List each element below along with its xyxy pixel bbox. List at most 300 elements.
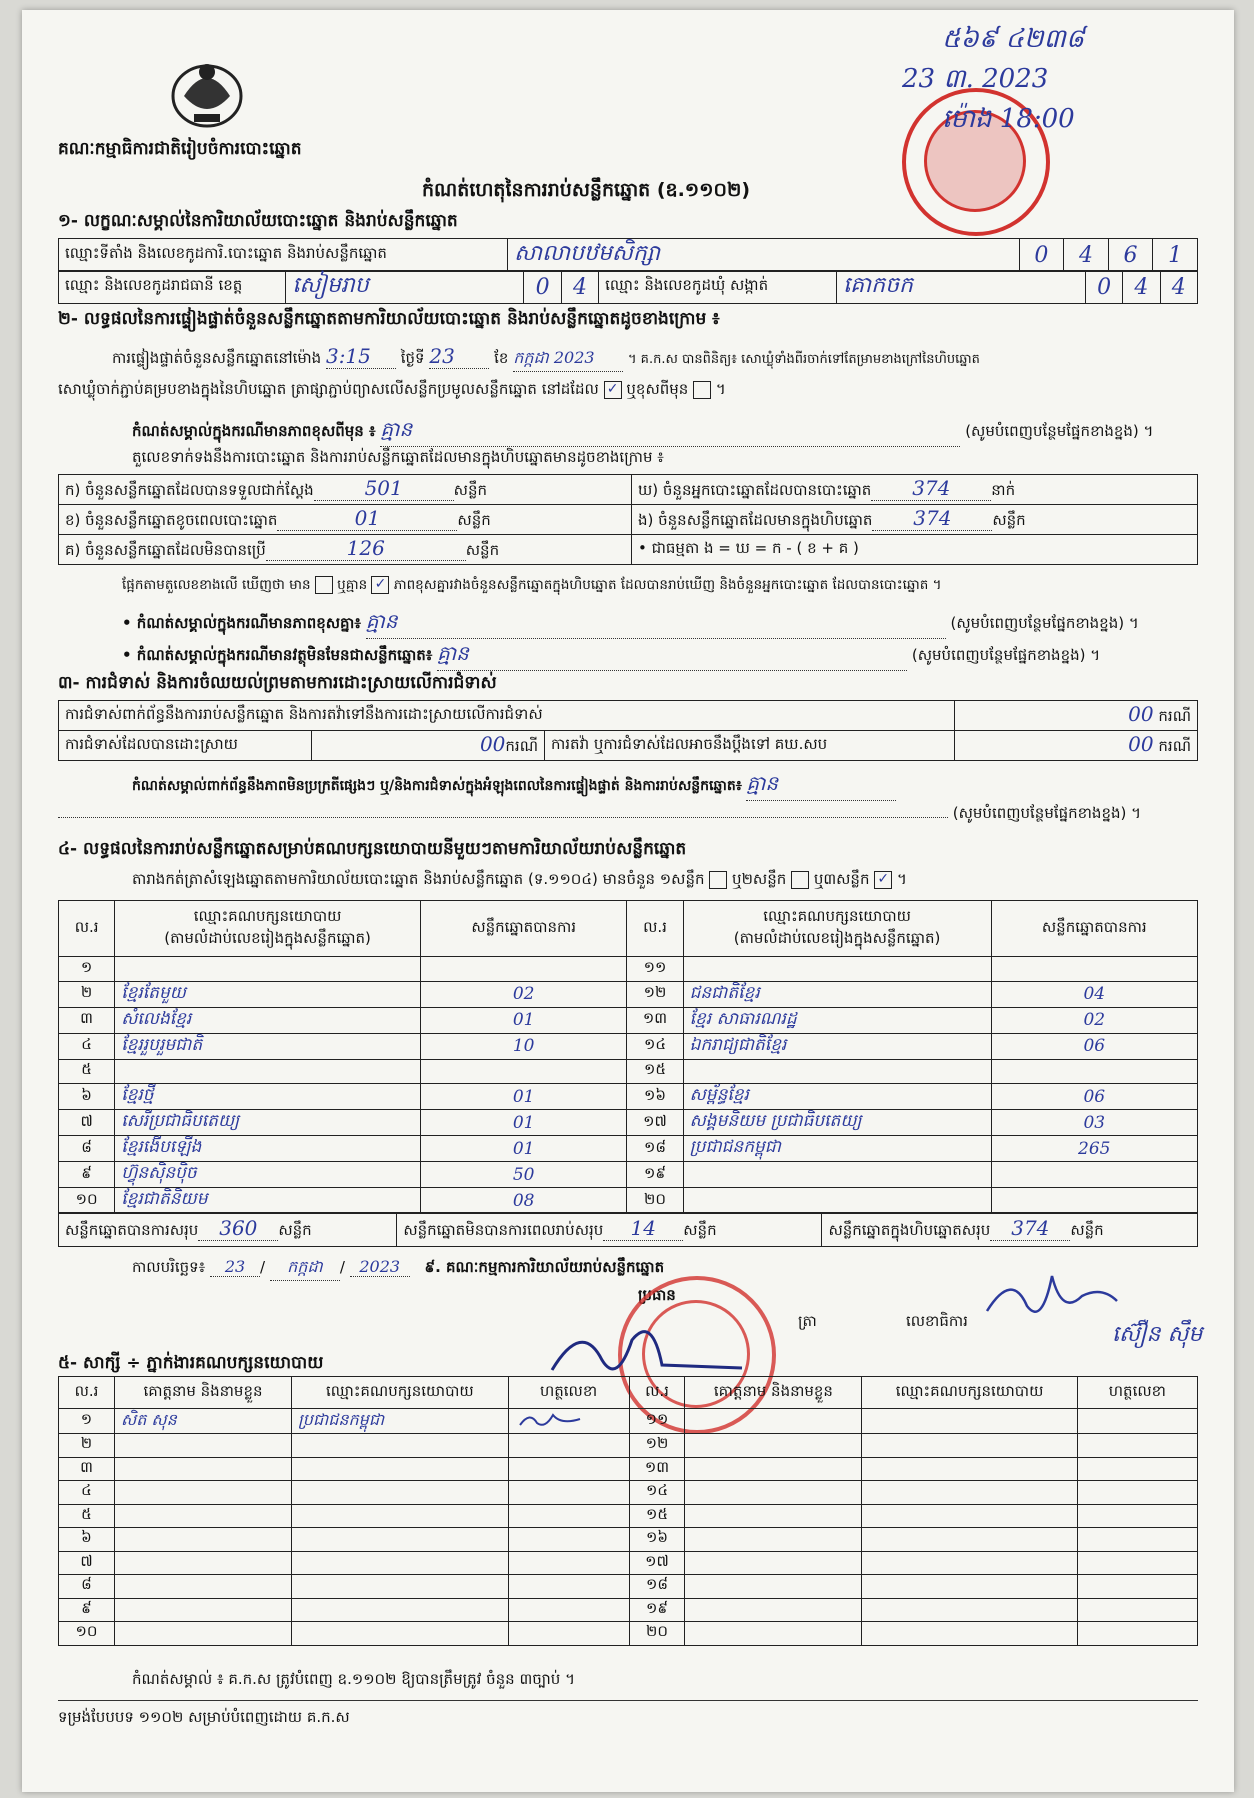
s3-row1-label: ការជំទាស់ពាក់ព័ន្ធនឹងការរាប់សន្លឹកឆ្នោត និងការតវ៉ាទៅនឹងការដោះស្រាយលើការជំទាស់ [59, 701, 955, 731]
s4-intro-d: ។ [897, 870, 907, 888]
s4-row-no: ២ [59, 981, 115, 1007]
s2-row-b-label: ខ) ចំនួនសន្លឹកឆ្នោតខូចពេលបោះឆ្នោត [65, 511, 278, 529]
two-sheets-checkbox[interactable] [791, 871, 809, 889]
table-row [59, 1059, 1198, 1084]
s4-row-party: សំលេងខ្មែរ [115, 1007, 421, 1033]
s3-note-label: កំណត់សម្គាល់ពាក់ព័ន្ធនឹងភាពមិនប្រក្រតីផ្សេងៗ ឬ/និងការជំទាស់ក្នុងអំឡុងពេលនៃការផ្ទៀងផ្ទាត់ និងការរាប់សន្លឹកឆ្នោត៖ [132, 778, 742, 794]
s5-col-party: ឈ្មោះគណបក្សនយោបាយ [292, 1377, 509, 1409]
one-sheet-checkbox[interactable] [709, 871, 727, 889]
s5-row-party [292, 1575, 509, 1599]
s4-row-party: ជនជាតិខ្មែរ [683, 981, 991, 1007]
s5-row-sign [508, 1434, 629, 1458]
table-row [59, 1457, 1198, 1481]
three-sheets-checkbox[interactable]: ✓ [874, 871, 892, 889]
s4-row-no: ៨ [59, 1136, 115, 1162]
s5-row-name [685, 1481, 862, 1505]
stamp-time: ម៉ោង 18:00 [942, 104, 1075, 134]
section4-title: ៤- លទ្ធផលនៃការរាប់សន្លឹកឆ្នោតសម្រាប់គណបក្សនយោបាយនីមួយៗតាមការិយាល័យរាប់សន្លឹកឆ្នោត [58, 839, 687, 859]
s2-row-b-unit: សន្លឹក [457, 511, 491, 529]
s5-row-sign [1077, 1434, 1197, 1458]
s5-row-no: ១៥ [629, 1504, 685, 1528]
witness-signature-icon [515, 1409, 585, 1429]
s4-row-party [683, 1162, 991, 1188]
s5-row-sign [1077, 1598, 1197, 1622]
s5-row-name [685, 1528, 862, 1552]
s4-row-party [683, 1188, 991, 1214]
s2-row-c [59, 535, 632, 565]
s4-row-party: ខ្មែរតែមួយ [115, 981, 421, 1007]
s4-row-votes: 02 [991, 1007, 1197, 1033]
s4-col-votes-r: សន្លឹកឆ្នោតបានការ [991, 901, 1197, 957]
s5-row-party [862, 1504, 1077, 1528]
s5-row-no: ១០ [59, 1622, 115, 1646]
s5-row-sign [1077, 1481, 1197, 1505]
s5-row-party [292, 1504, 509, 1528]
s2-row-e-label: ង) ចំនួនសន្លឹកឆ្នោតដែលមានក្នុងហិបឆ្នោត [638, 511, 873, 529]
s2-note1-value: គ្មាន [380, 416, 960, 447]
s5-row-name [685, 1457, 862, 1481]
s5-row-no: ១៨ [629, 1575, 685, 1599]
org-name: គណៈកម្មាធិការជាតិរៀបចំការបោះឆ្នោត [58, 139, 302, 159]
s5-row-name [114, 1504, 291, 1528]
s4-col-party [115, 901, 421, 957]
s2-note2-label: • កំណត់សម្គាល់ក្នុងករណីមានភាពខុសគ្នា៖ [122, 614, 361, 632]
s5-col-name: គោត្តនាម និងនាមខ្លួន [114, 1377, 291, 1409]
s2-para1-a: ការផ្ទៀងផ្ទាត់ចំនួនសន្លឹកឆ្នោតនៅម៉ោង [112, 349, 322, 367]
s2-row-a-unit: សន្លឹក [453, 481, 487, 499]
s5-row-name [685, 1575, 862, 1599]
s2-para3-c: ភាពខុសគ្នារវាងចំនួនសន្លឹកឆ្នោតក្នុងហិបឆ្នោត ដែលបានរាប់ឃើញ និងចំនួនអ្នកបោះឆ្នោត ដែលបានបោះឆ្នោត ។ [393, 577, 942, 593]
s2-note1-suffix: (សូមបំពេញបន្ថែមផ្នែកខាងខ្នង) ។ [965, 422, 1154, 440]
s5-row-party [862, 1457, 1077, 1481]
s2-row-a [59, 475, 632, 505]
s4-row-party: ខ្មែរ សាធារណរដ្ឋ [683, 1007, 991, 1033]
s4-row-party: ហ៊្វុនស៊ិនប៉ិច [115, 1162, 421, 1188]
s4-row-party: ប្រជាជនកម្ពុជា [683, 1136, 991, 1162]
s5-row-name [685, 1434, 862, 1458]
s4-row-votes: 08 [420, 1188, 626, 1214]
s4-row-votes [991, 1188, 1197, 1214]
s5-row-no: ១៤ [629, 1481, 685, 1505]
s2-row-c-unit: សន្លឹក [465, 541, 500, 559]
s4-row-party [115, 957, 421, 982]
table-row [59, 1409, 1198, 1434]
s5-witness-table [58, 1376, 1198, 1646]
s4-row-votes [991, 1162, 1197, 1188]
s5-row-name [114, 1528, 291, 1552]
s4-results-table [58, 900, 1198, 1214]
s2-note1-label: កំណត់សម្គាល់ក្នុងករណីមានភាពខុសពីមុន ៖ [132, 422, 376, 440]
s4-row-no: ៥ [59, 1059, 115, 1084]
s5-row-name [685, 1551, 862, 1575]
s4-row-votes: 01 [420, 1136, 626, 1162]
s5-row-sign [1077, 1551, 1197, 1575]
s4-total-box-value: 374 [990, 1216, 1070, 1241]
s2-para3-a: ផ្អែកតាមតួលេខខាងលើ ឃើញថា មាន [122, 577, 311, 593]
s4-total-invalid-unit: សន្លឹក [683, 1221, 717, 1239]
s4-row-votes: 265 [991, 1136, 1197, 1162]
s5-row-party [292, 1528, 509, 1552]
s5-row-sign [508, 1457, 629, 1481]
s4-total-valid-label: សន្លឹកឆ្នោតបានការសរុប [65, 1221, 199, 1239]
s5-row-party [862, 1575, 1077, 1599]
s1-row2-label: ឈ្មោះ និងលេខកូដរាជធានី ខេត្ត [59, 271, 286, 304]
s1-row2-label-b: ឈ្មោះ និងលេខកូដឃុំ សង្កាត់ [599, 271, 837, 304]
s3-note-dots [58, 817, 948, 818]
s5-row-name [114, 1575, 291, 1599]
s1-code-digit: 6 [1108, 239, 1153, 272]
s5-row-no: ១ [59, 1409, 115, 1434]
s5-row-no: ១១ [629, 1409, 685, 1434]
s4-secretary-label: លេខាធិការ [906, 1312, 968, 1330]
s4-date-day: 23 [210, 1257, 260, 1277]
s4-row-party: សេរីប្រជាធិបតេយ្យ [115, 1110, 421, 1136]
s4-row-votes: 50 [420, 1162, 626, 1188]
s5-row-no: ១៩ [629, 1598, 685, 1622]
s5-row-no: ៣ [59, 1457, 115, 1481]
s4-row-votes: 03 [991, 1110, 1197, 1136]
s5-row-no: ៤ [59, 1481, 115, 1505]
s5-col-sign: ហត្ថលេខា [508, 1377, 629, 1409]
s4-col-party-r [683, 901, 991, 957]
s4-row-votes: 06 [991, 1033, 1197, 1059]
s2-row-d-value: 374 [871, 476, 991, 501]
s5-row-no: ២ [59, 1434, 115, 1458]
s5-row-sign [508, 1528, 629, 1552]
s4-intro-b: ឬ២សន្លឹក [732, 870, 787, 888]
section1-table-row2 [58, 270, 1198, 304]
s5-row-sign [508, 1575, 629, 1599]
s4-col-party-1: ឈ្មោះគណបក្សនយោបាយ [193, 906, 342, 925]
s2-row-a-value: 501 [314, 476, 454, 501]
s5-row-party [862, 1551, 1077, 1575]
table-row [59, 1504, 1198, 1528]
stamp-number: ៥៦៩ ៤២៣៨ [942, 24, 1085, 54]
s2-row-e-unit: សន្លឹក [992, 511, 1026, 529]
form-title: កំណត់ហេតុនៃការរាប់សន្លឹកឆ្នោត (ឧ.១១០២) [422, 179, 751, 201]
changed-checkbox[interactable] [693, 381, 711, 399]
s5-row-party [862, 1434, 1077, 1458]
s5-row-no: ២០ [629, 1622, 685, 1646]
s4-row-party: ខ្មែរងើបឡើង [115, 1136, 421, 1162]
s5-row-name [685, 1598, 862, 1622]
s5-row-no: ១៣ [629, 1457, 685, 1481]
s4-col-no-r: ល.រ [627, 901, 683, 957]
s5-row-party [292, 1457, 509, 1481]
s3-row1-value: 00 [1128, 702, 1154, 726]
s5-row-sign [1077, 1409, 1197, 1434]
s4-row-party: សង្គមនិយម ប្រជាធិបតេយ្យ [683, 1110, 991, 1136]
table-row [59, 1188, 1198, 1214]
s2-note3-suffix: (សូមបំពេញបន្ថែមផ្នែកខាងខ្នង) ។ [911, 646, 1101, 664]
s4-row-no: ១២ [627, 981, 683, 1007]
s2-para2-a: សោឃ្លុំចាក់ភ្ជាប់គម្របខាងក្នុងនៃហិបឆ្នោត ត្រាផ្សាភ្ជាប់ព្យាសលើសន្លឹកប្រមូលសន្លឹកឆ្នោត នៅដដែល [58, 380, 599, 398]
s4-row-votes: 01 [420, 1007, 626, 1033]
s4-total-invalid [397, 1213, 822, 1247]
s4-date-label: កាលបរិច្ឆេទ៖ [132, 1258, 206, 1276]
s1-code-digit: 4 [561, 271, 598, 304]
s4-total-box-label: សន្លឹកឆ្នោតក្នុងហិបឆ្នោតសរុប [828, 1221, 991, 1239]
unchanged-checkbox[interactable]: ✓ [604, 381, 622, 399]
s4-totals-table [58, 1212, 1198, 1247]
s4-row-no: ៩ [59, 1162, 115, 1188]
table-row [59, 1434, 1198, 1458]
s2-para2-c: ។ [715, 380, 726, 398]
no-difference-checkbox[interactable]: ✓ [371, 576, 389, 594]
s4-row-party [683, 1059, 991, 1084]
s5-row-no: ៦ [59, 1528, 115, 1552]
s2-para1-c: ខែ [494, 349, 509, 367]
s4-total-invalid-value: 14 [603, 1216, 683, 1241]
s5-col-party-r: ឈ្មោះគណបក្សនយោបាយ [862, 1377, 1077, 1409]
s5-row-name [685, 1409, 862, 1434]
s2-row-e-value: 374 [872, 506, 992, 531]
s4-row-no: ១៧ [627, 1110, 683, 1136]
s1-code-digit: 0 [524, 271, 561, 304]
s5-row-sign [508, 1504, 629, 1528]
table-row [59, 1575, 1198, 1599]
s2-day-value: 23 [429, 344, 489, 369]
s5-row-sign [508, 1551, 629, 1575]
has-difference-checkbox[interactable] [315, 576, 333, 594]
section3-table [58, 700, 1198, 761]
s5-row-party [292, 1622, 509, 1646]
section1-title: ១- លក្ខណៈសម្គាល់នៃការិយាល័យបោះឆ្នោត និងរាប់សន្លឹកឆ្នោត [58, 211, 458, 231]
s4-date-line: កាលបរិច្ឆេទ៖ 23 / កក្កដា / 2023 ៩. គណៈកម្មការការិយាល័យរាប់សន្លឹកឆ្នោត [132, 1256, 664, 1281]
s5-col-sign-r: ហត្ថលេខា [1077, 1377, 1197, 1409]
s3-row2-value: 00 [479, 732, 506, 756]
s5-row-name [114, 1598, 291, 1622]
table-row [59, 1007, 1198, 1033]
s4-col-party-2: (តាមលំដាប់លេខរៀងក្នុងសន្លឹកឆ្នោត) [164, 928, 371, 947]
s4-total-valid-value: 360 [198, 1216, 278, 1241]
s4-row-party [115, 1059, 421, 1084]
table-row [59, 1162, 1198, 1188]
s1-row2-value-b: គោកចក [837, 271, 1086, 304]
s2-note1 [132, 416, 1153, 447]
s4-row-votes [991, 1059, 1197, 1084]
s5-row-party [862, 1481, 1077, 1505]
s5-row-party [292, 1434, 509, 1458]
s5-col-name-r: គោត្តនាម និងនាមខ្លួន [685, 1377, 862, 1409]
s4-row-no: ១១ [627, 957, 683, 982]
s5-row-sign [508, 1409, 629, 1434]
s4-date-month: កក្កដា [270, 1256, 340, 1281]
s2-note2 [122, 608, 1139, 639]
section5-title: ៥- សាក្សី ÷ ភ្នាក់ងារគណបក្សនយោបាយ [58, 1353, 324, 1373]
s4-row-no: ១៤ [627, 1033, 683, 1059]
s4-row-no: ១៣ [627, 1007, 683, 1033]
s2-note3-value: គ្មាន [437, 640, 907, 671]
s4-row-votes [420, 1059, 626, 1084]
s5-row-sign [508, 1598, 629, 1622]
s4-row-votes [991, 957, 1197, 982]
s5-row-name [114, 1622, 291, 1646]
s2-row-b-value: 01 [277, 506, 457, 531]
s4-row-party: សម្ព័ន្ធខ្មែរ [683, 1084, 991, 1110]
s4-intro [132, 870, 907, 892]
s4-row-no: ៧ [59, 1110, 115, 1136]
s5-row-sign [508, 1622, 629, 1646]
s5-row-name [114, 1481, 291, 1505]
s1-code-digit: 1 [1153, 239, 1198, 272]
s3-row2-value-b: 00 [1128, 732, 1154, 756]
s2-para1 [112, 344, 1202, 372]
section1-table [58, 238, 1198, 272]
s2-row-c-value: 126 [266, 536, 466, 561]
s5-row-party [862, 1528, 1077, 1552]
s4-row-no: ៣ [59, 1007, 115, 1033]
s5-row-no: ១៦ [629, 1528, 685, 1552]
s4-row-votes [420, 957, 626, 982]
s2-note3-label: • កំណត់សម្គាល់ក្នុងករណីមានវត្ថុមិនមែនជាសន្លឹកឆ្នោត៖ [122, 646, 433, 664]
s2-row-e [632, 505, 1198, 535]
s4-row-party: ឯករាជ្យជាតិខ្មែរ [683, 1033, 991, 1059]
s3-row1-cell [955, 701, 1198, 731]
s3-note [132, 770, 896, 801]
s5-footnote: កំណត់សម្គាល់ ៖ គ.ក.ស ត្រូវបំពេញ ឧ.១១០២ ឱ្យបានត្រឹមត្រូវ ចំនួន ៣ច្បាប់ ។ [132, 1670, 575, 1688]
s4-col-no: ល.រ [59, 901, 115, 957]
s4-date-year: 2023 [350, 1257, 410, 1277]
s4-row-votes: 02 [420, 981, 626, 1007]
s5-row-sign [1077, 1504, 1197, 1528]
table-row [59, 1084, 1198, 1110]
s4-row-party: ខ្មែរថ្មី [115, 1084, 421, 1110]
s1-code-digit: 4 [1064, 239, 1109, 272]
table-row [59, 1598, 1198, 1622]
s2-para3 [122, 576, 942, 596]
s5-col-no: ល.រ [59, 1377, 115, 1409]
s1-code-digit: 0 [1019, 239, 1064, 272]
s4-intro-c: ឬ៣សន្លឹក [813, 870, 870, 888]
s5-row-party: ប្រជាជនកម្ពុជា [292, 1409, 509, 1434]
s5-row-party [862, 1622, 1077, 1646]
table-row [59, 1136, 1198, 1162]
s2-para1-b: ថ្ងៃទី [400, 349, 425, 367]
s5-row-no: ១៧ [629, 1551, 685, 1575]
s4-row-no: ៤ [59, 1033, 115, 1059]
s2-month-value: កក្កដា 2023 [513, 347, 623, 372]
s2-row-d-unit: នាក់ [991, 481, 1016, 499]
s3-row2-cell [312, 731, 545, 761]
s2-para2 [58, 380, 726, 402]
section3-title: ៣- ការជំទាស់ និងការចំឈយល់ព្រមតាមការដោះស្រាយលើការជំទាស់ [58, 673, 497, 693]
s1-row1-label: ឈ្មោះទីតាំង និងលេខកូដការិ.បោះឆ្នោត និងរាប់សន្លឹកឆ្នោត [59, 239, 508, 272]
s4-row-no: ៦ [59, 1084, 115, 1110]
s5-row-sign [508, 1481, 629, 1505]
s5-row-no: ៩ [59, 1598, 115, 1622]
s5-row-party [862, 1409, 1077, 1434]
s4-row-votes: 06 [991, 1084, 1197, 1110]
s4-intro-a: តារាងកត់ត្រាសំឡេងឆ្នោតតាមការិយាល័យបោះឆ្នោត និងរាប់សន្លឹកឆ្នោត (ទ.១១០៤) មានចំនួន ១សន្លឹក [132, 870, 705, 888]
s4-row-no: ១ [59, 957, 115, 982]
table-row [59, 1528, 1198, 1552]
s2-time-value: 3:15 [326, 344, 396, 369]
s5-row-no: ៨ [59, 1575, 115, 1599]
s5-row-party [862, 1598, 1077, 1622]
s4-committee-label: ៩. គណៈកម្មការការិយាល័យរាប់សន្លឹកឆ្នោត [424, 1258, 665, 1276]
s4-col-votes: សន្លឹកឆ្នោតបានការ [420, 901, 626, 957]
s5-row-sign [1077, 1575, 1197, 1599]
s5-row-sign [1077, 1457, 1197, 1481]
s3-note-suffix: (សូមបំពេញបន្ថែមផ្នែកខាងខ្នង) ។ [952, 804, 1142, 822]
s5-row-sign [1077, 1622, 1197, 1646]
nec-emblem-icon [164, 50, 250, 132]
s5-row-sign [1077, 1528, 1197, 1552]
s3-row2-unit-b: ករណី [1158, 737, 1191, 755]
s2-para3-b: ឬគ្មាន [337, 577, 368, 593]
s2-row-c-label: គ) ចំនួនសន្លឹកឆ្នោតដែលមិនបានប្រើ [65, 541, 266, 559]
s3-row2-unit: ករណី [505, 737, 538, 755]
s4-row-no: ១៥ [627, 1059, 683, 1084]
s2-row-d-label: ឃ) ចំនួនអ្នកបោះឆ្នោតដែលបានបោះឆ្នោត [638, 481, 872, 499]
s4-total-box-unit: សន្លឹក [1070, 1221, 1104, 1239]
s4-row-no: ២០ [627, 1188, 683, 1214]
s4-row-no: ១០ [59, 1188, 115, 1214]
s5-row-no: ៧ [59, 1551, 115, 1575]
table-row [59, 1033, 1198, 1059]
s5-row-name [685, 1622, 862, 1646]
s3-note-line2 [58, 804, 1141, 826]
s5-row-party [292, 1551, 509, 1575]
form-page [22, 10, 1234, 1792]
s4-row-votes: 01 [420, 1084, 626, 1110]
s2-figures-table [58, 474, 1198, 565]
table-row [59, 1551, 1198, 1575]
s1-row2-value: សៀមរាប [286, 271, 524, 304]
s2-intro: តួលេខទាក់ទងនឹងការបោះឆ្នោត និងការរាប់សន្លឹកឆ្នោតដែលមានក្នុងហិបឆ្នោតមានដូចខាងក្រោម ៖ [132, 448, 664, 466]
s4-row-party: ខ្មែរជាតិនិយម [115, 1188, 421, 1214]
s5-row-name: សិត សុន [114, 1409, 291, 1434]
s2-para2-b: ឬខុសពីមុន [626, 380, 689, 398]
s4-row-votes: 10 [420, 1033, 626, 1059]
s3-row2-label: ការជំទាស់ដែលបានដោះស្រាយ [59, 731, 312, 761]
s5-row-name [114, 1434, 291, 1458]
s5-row-party [292, 1598, 509, 1622]
s4-row-party: ខ្មែររួបរួមជាតិ [115, 1033, 421, 1059]
s2-row-formula: • ជាធម្មតា ង = ឃ = ក - ( ខ + គ ) [632, 535, 1198, 565]
s4-total-box [822, 1213, 1198, 1247]
s2-note2-suffix: (សូមបំពេញបន្ថែមផ្នែកខាងខ្នង) ។ [950, 614, 1139, 632]
s4-row-no: ១៦ [627, 1084, 683, 1110]
s5-row-no: ១២ [629, 1434, 685, 1458]
s4-row-no: ១៨ [627, 1136, 683, 1162]
s5-col-no-r: ល.រ [629, 1377, 685, 1409]
s1-code-digit: 0 [1085, 271, 1122, 304]
s3-row1-unit: ករណី [1158, 707, 1191, 725]
s1-code-digit: 4 [1123, 271, 1160, 304]
s4-secretary-name: ស៊ឿន ស៊ឹម [1112, 1322, 1203, 1347]
s2-row-d [632, 475, 1198, 505]
table-row [59, 1481, 1198, 1505]
s4-total-invalid-label: សន្លឹកឆ្នោតមិនបានការពេលរាប់សរុប [403, 1221, 604, 1239]
s4-row-votes: 04 [991, 981, 1197, 1007]
table-row [59, 957, 1198, 982]
s5-row-name [114, 1551, 291, 1575]
s4-seal-label: ត្រា [798, 1312, 817, 1330]
s5-row-no: ៥ [59, 1504, 115, 1528]
secretary-signature-icon [982, 1266, 1122, 1326]
form-footer: ទម្រង់បែបបទ ១១០២ សម្រាប់បំពេញដោយ គ.ក.ស [58, 1708, 350, 1726]
s5-row-name [685, 1504, 862, 1528]
section2-title: ២- លទ្ធផលនៃការផ្ទៀងផ្ទាត់ចំនួនសន្លឹកឆ្នោតតាមការិយាល័យបោះឆ្នោត និងរាប់សន្លឹកឆ្នោតដូចខាងក្រោម ៖ [58, 309, 720, 329]
s4-row-party [683, 957, 991, 982]
s2-note3 [122, 640, 1100, 671]
s2-note2-value: គ្មាន [366, 608, 946, 639]
table-row [59, 1110, 1198, 1136]
s1-row1-value: សាលាបឋមសិក្សា [508, 239, 1019, 272]
table-row [59, 981, 1198, 1007]
